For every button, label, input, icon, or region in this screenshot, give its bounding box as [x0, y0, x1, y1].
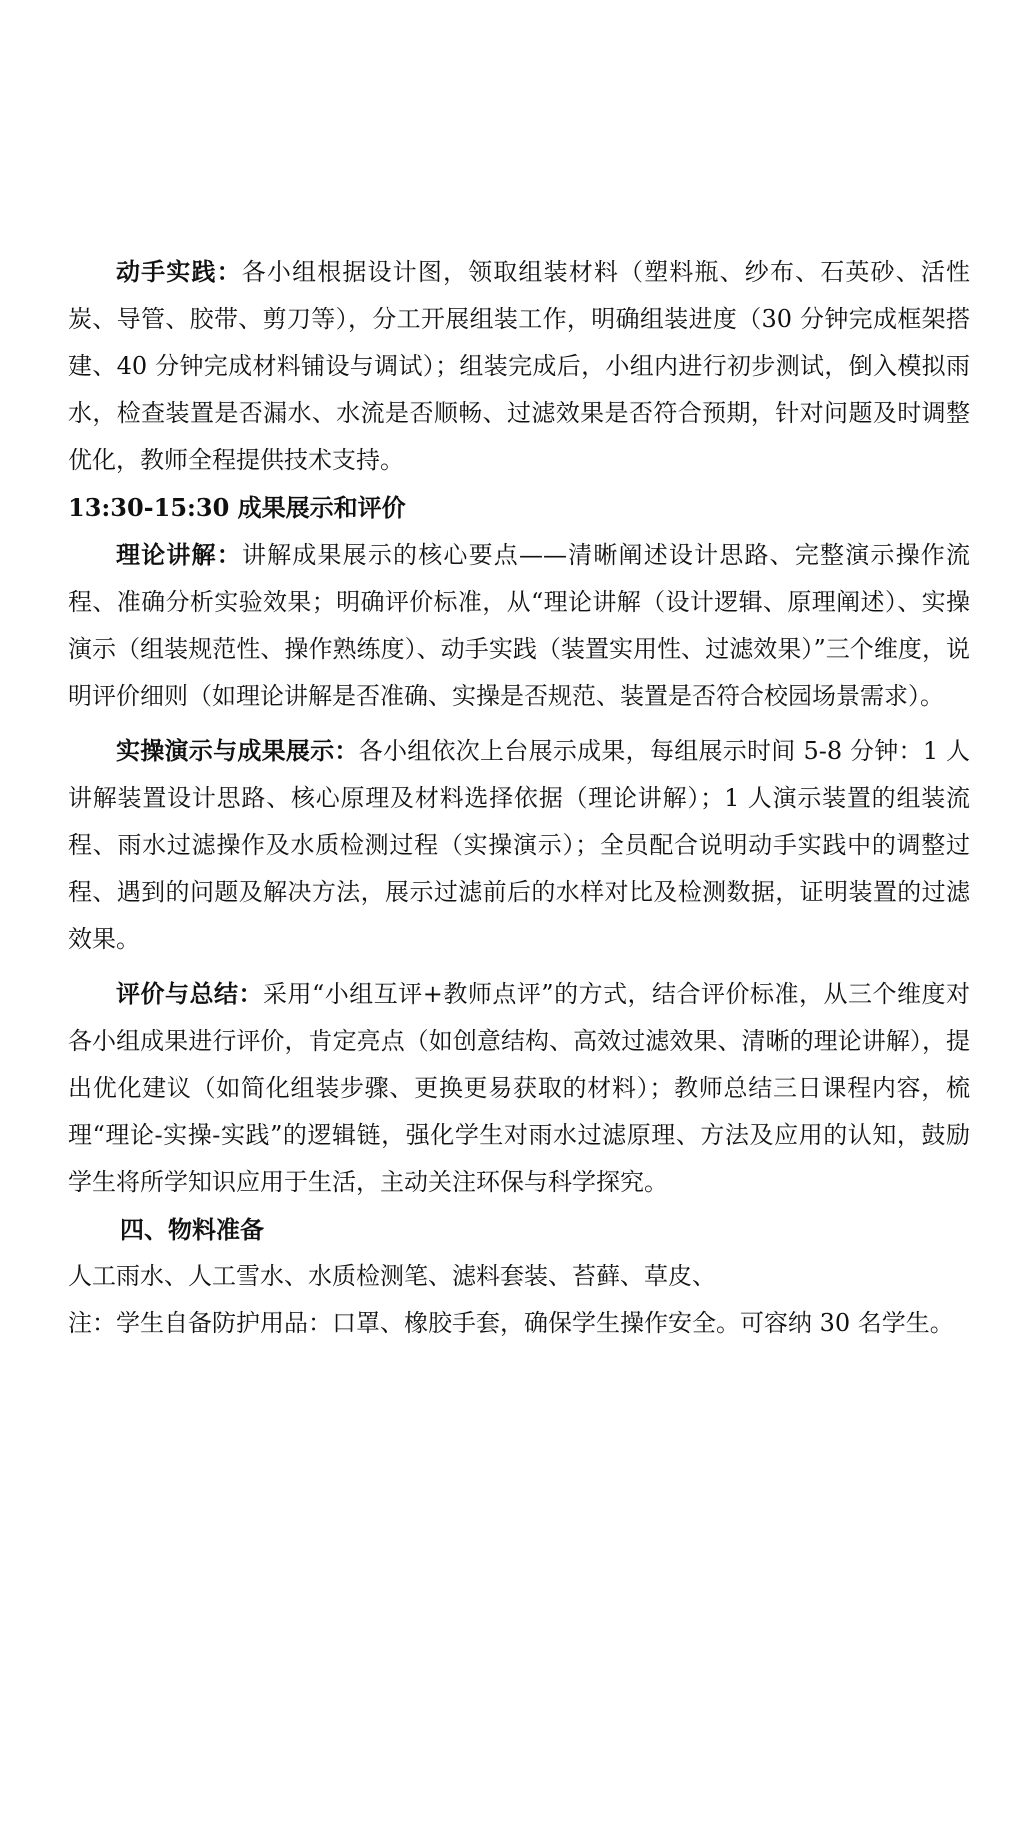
theory-label: 理论讲解：	[116, 540, 242, 569]
demo-paragraph	[68, 727, 970, 963]
document-body	[68, 248, 970, 1347]
evaluation-label: 评价与总结：	[116, 979, 263, 1008]
safety-note: 注：学生自备防护用品：口罩、橡胶手套，确保学生操作安全。可容纳 30 名学生。	[68, 1309, 954, 1337]
spacer	[68, 720, 970, 727]
evaluation-text: 采用“小组互评+教师点评”的方式，结合评价标准，从三个维度对各小组成果进行评价，肯定亮点（如创意结构、高效过滤效果、清晰的理论讲解），提出优化建议（如简化组装步骤、更换更易获取的材料）；教师总结三日课程内容，梳理“理论-实操-实践”的逻辑链，强化学生对雨水过滤原理、方法及应用的认知，鼓励学生将所学知识应用于生活，主动关注环保与科学探究。	[68, 980, 971, 1196]
materials-heading: 四、物料准备	[120, 1215, 264, 1244]
session-heading: 13:30-15:30 成果展示和评价	[68, 493, 406, 522]
practice-label: 动手实践：	[116, 257, 242, 286]
practice-text: 各小组根据设计图，领取组装材料（塑料瓶、纱布、石英砂、活性炭、导管、胶带、剪刀等），分工开展组装工作，明确组装进度（30 分钟完成框架搭建、40 分钟完成材料铺设与调试）；组装完成后，小组内进行初步测试，倒入模拟雨水，检查装置是否漏水、水流是否顺畅、过滤效果是否符合预期，针对问题及时调整优化，教师全程提供技术支持。	[68, 258, 971, 474]
spacer	[68, 963, 970, 970]
materials-list: 人工雨水、人工雪水、水质检测笔、滤料套装、苔藓、草皮、	[68, 1262, 716, 1290]
theory-text: 讲解成果展示的核心要点——清晰阐述设计思路、完整演示操作流程、准确分析实验效果；明确评价标准，从“理论讲解（设计逻辑、原理阐述）、实操演示（组装规范性、操作熟练度）、动手实践（装置实用性、过滤效果）”三个维度，说明评价细则（如理论讲解是否准确、实操是否规范、装置是否符合校园场景需求）。	[68, 541, 970, 710]
demo-text: 各小组依次上台展示成果，每组展示时间 5-8 分钟：1 人讲解装置设计思路、核心原理及材料选择依据（理论讲解）；1 人演示装置的组装流程、雨水过滤操作及水质检测过程（实操演示）；全员配合说明动手实践中的调整过程、遇到的问题及解决方法，展示过滤前后的水样对比及检测数据，证明装置的过滤效果。	[68, 737, 970, 953]
theory-paragraph	[68, 531, 970, 720]
demo-label: 实操演示与成果展示：	[116, 736, 359, 765]
evaluation-paragraph	[68, 970, 970, 1206]
practice-paragraph	[68, 248, 970, 484]
